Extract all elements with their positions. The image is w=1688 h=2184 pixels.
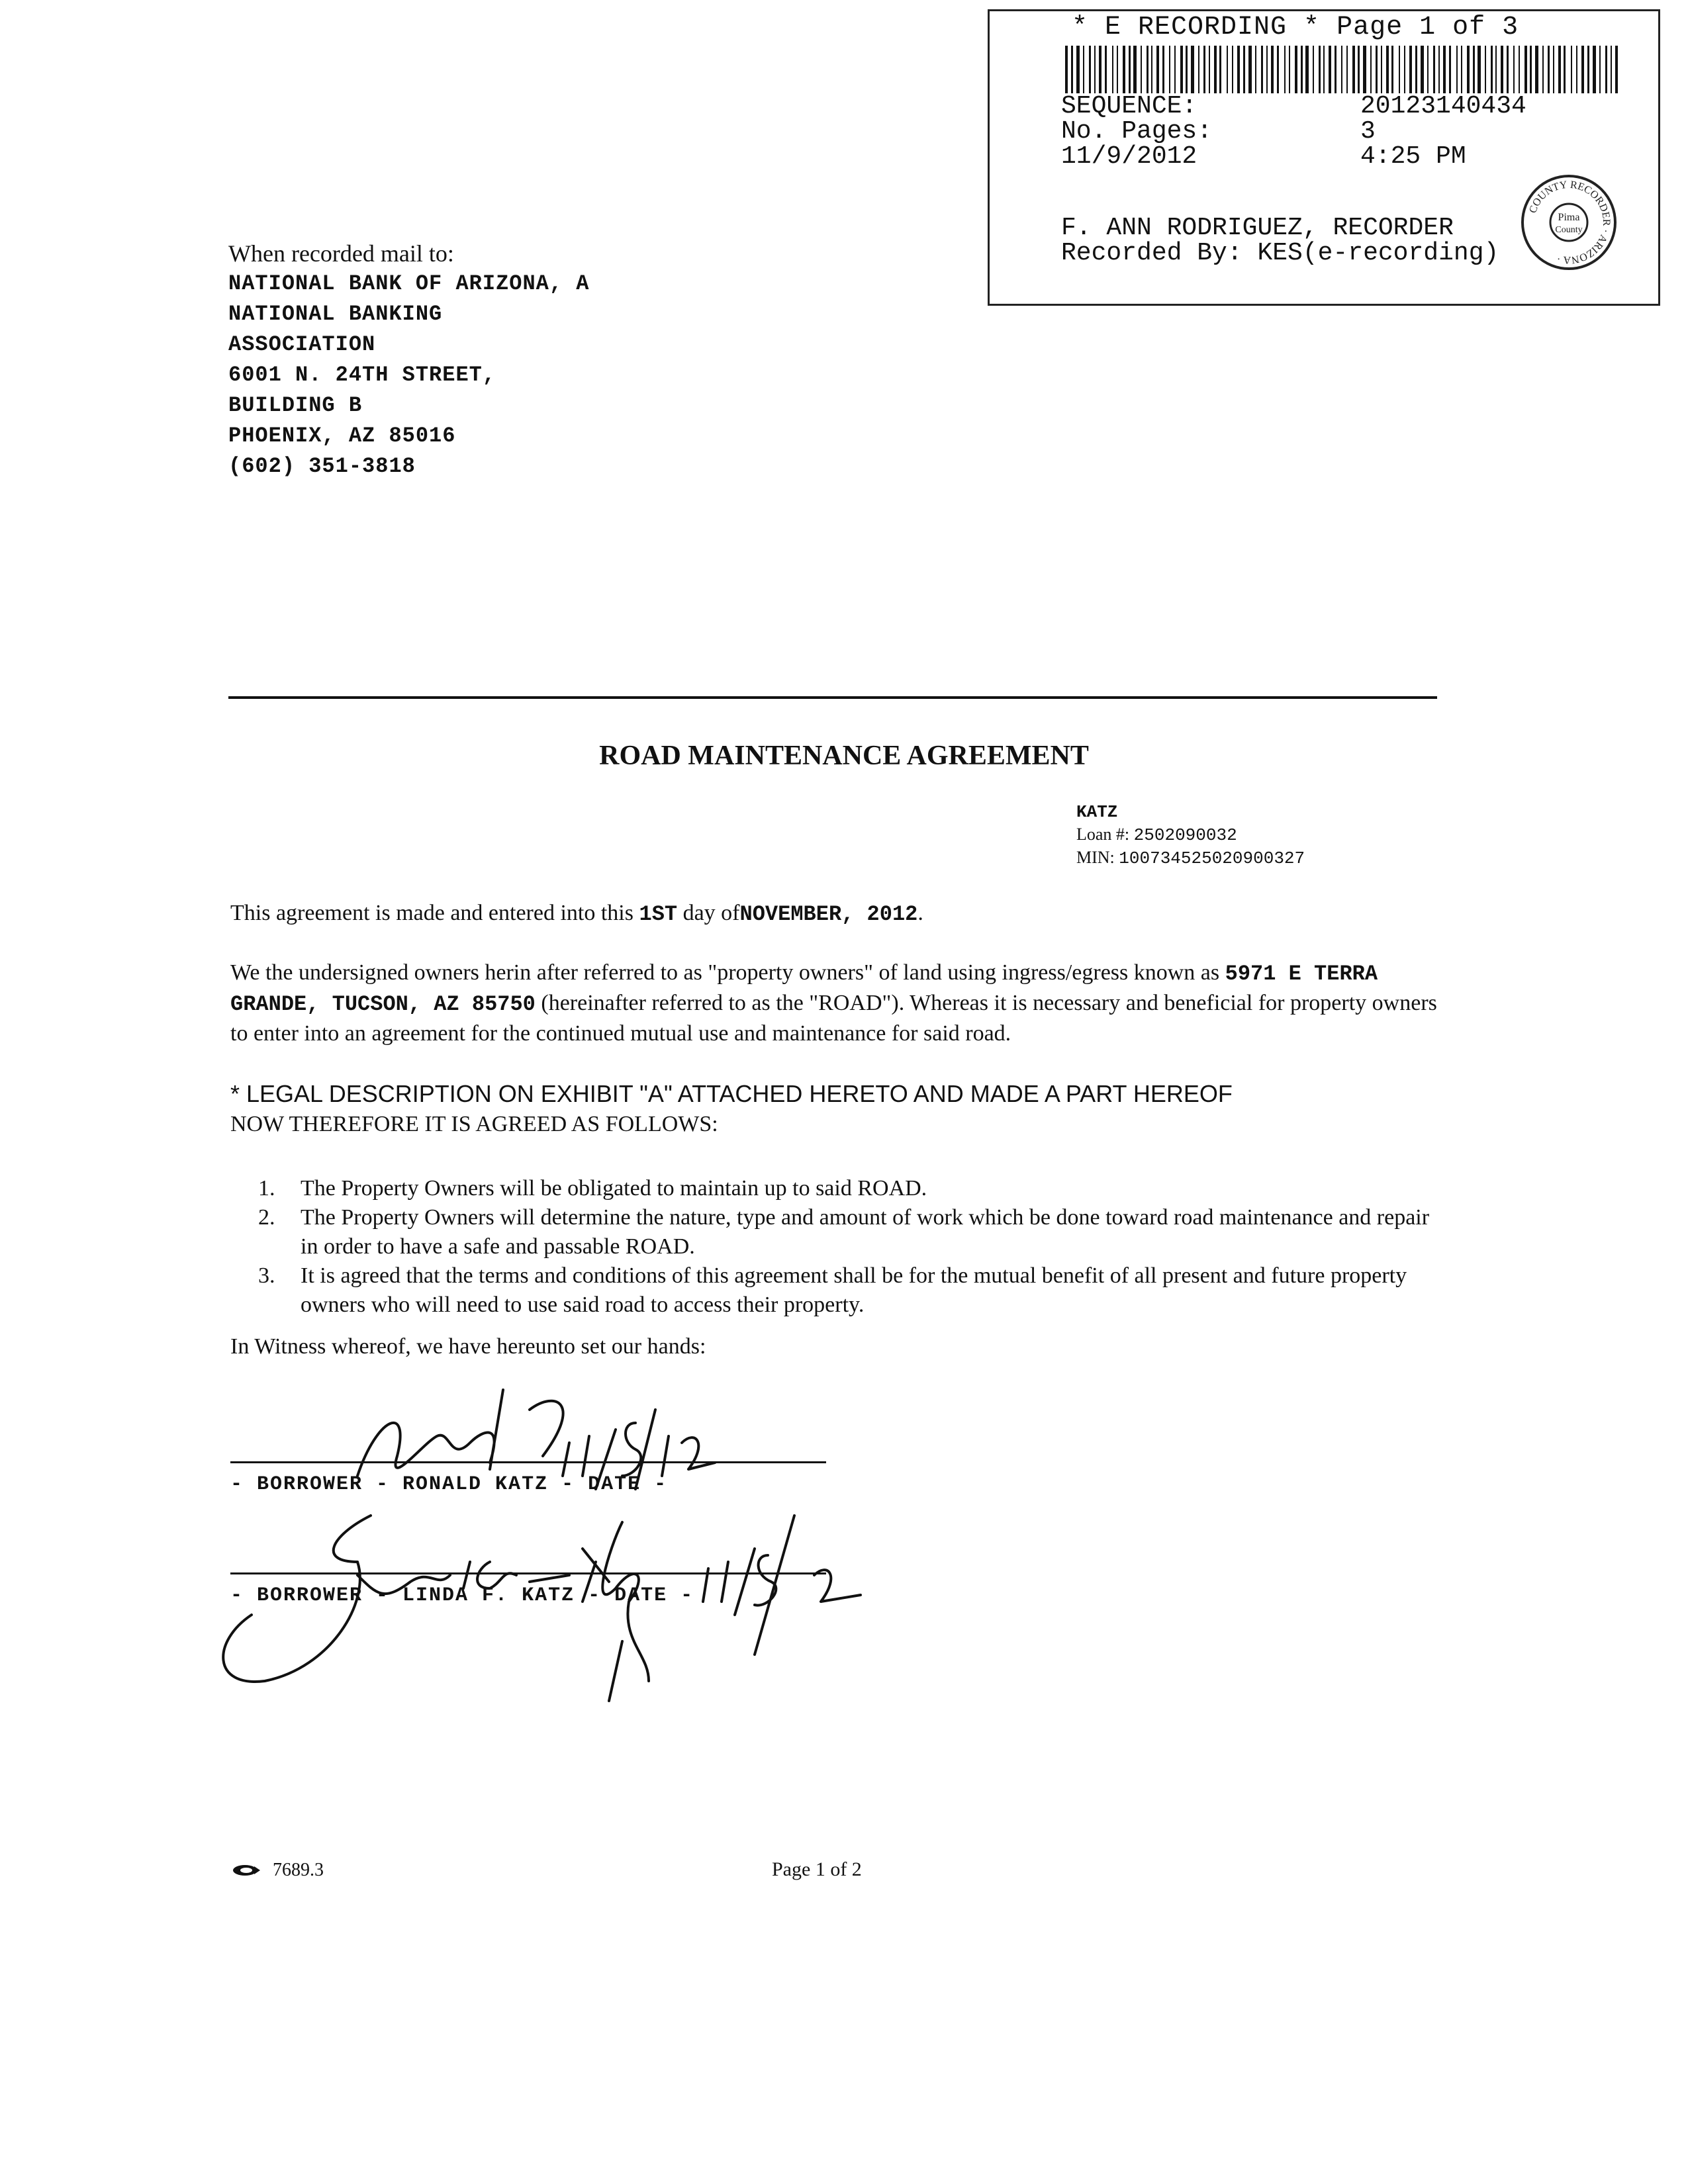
svg-text:COUNTY RECORDER · ARIZONA ·: COUNTY RECORDER · ARIZONA · bbox=[1527, 179, 1613, 266]
document-title: ROAD MAINTENANCE AGREEMENT bbox=[599, 741, 1089, 771]
loan-number: 2502090032 bbox=[1133, 825, 1237, 845]
header-divider bbox=[228, 696, 1437, 699]
mail-line: BUILDING B bbox=[228, 393, 363, 418]
list-item bbox=[258, 1174, 1443, 1203]
form-logo-icon bbox=[232, 1864, 261, 1877]
agreement-suffix: . bbox=[917, 901, 923, 925]
recorder-name: F. ANN RODRIGUEZ, RECORDER bbox=[1061, 214, 1454, 242]
loan-info bbox=[1076, 801, 1305, 870]
county-seal-icon bbox=[1519, 173, 1618, 272]
page-number: Page 1 of 2 bbox=[772, 1858, 862, 1880]
owners-text-2: (hereinafter referred to as the "ROAD"). Whereas it is necessary and beneficial for property owners to enter into an agreement for the continued mutual use and maintenance for said road. bbox=[230, 991, 1437, 1046]
stamp-header: * E RECORDING * Page 1 of 3 bbox=[1072, 13, 1519, 42]
recording-stamp bbox=[988, 9, 1660, 306]
pages-label: No. Pages: bbox=[1061, 117, 1213, 146]
min-number: 100734525020900327 bbox=[1119, 848, 1305, 868]
mail-to-block bbox=[228, 240, 589, 482]
min-label: MIN: bbox=[1076, 848, 1115, 867]
terms-list bbox=[258, 1174, 1443, 1320]
agreement-date-paragraph bbox=[230, 899, 1442, 929]
mail-line: PHOENIX, AZ 85016 bbox=[228, 424, 456, 448]
svg-text:Pima: Pima bbox=[1558, 212, 1580, 223]
agreement-prefix: This agreement is made and entered into this bbox=[230, 901, 633, 925]
legal-description-note: * LEGAL DESCRIPTION ON EXHIBIT "A" ATTACHED HERETO AND MADE A PART HEREOF bbox=[230, 1080, 1233, 1107]
mail-line: NATIONAL BANK OF ARIZONA, A bbox=[228, 271, 590, 296]
recording-time: 4:25 PM bbox=[1360, 142, 1466, 171]
form-number: 7689.3 bbox=[273, 1860, 324, 1880]
list-item bbox=[258, 1203, 1443, 1261]
pages-value: 3 bbox=[1360, 117, 1376, 146]
barcode bbox=[1065, 46, 1621, 93]
list-number: 2. bbox=[258, 1205, 275, 1230]
agreement-mid: day of bbox=[682, 901, 740, 925]
agreement-month-year: NOVEMBER, 2012 bbox=[739, 902, 918, 927]
recording-date: 11/9/2012 bbox=[1061, 142, 1197, 171]
borrower-surname: KATZ bbox=[1076, 802, 1118, 822]
list-text: The Property Owners will determine the nature, type and amount of work which be done toward road maintenance and repair in order to have a safe and passable ROAD. bbox=[301, 1205, 1430, 1259]
owners-paragraph bbox=[230, 958, 1442, 1048]
recorded-by: Recorded By: KES(e-recording) bbox=[1061, 239, 1499, 267]
signer-label: - BORROWER - RONALD KATZ - DATE - bbox=[230, 1473, 668, 1496]
svg-text:County: County bbox=[1555, 225, 1583, 235]
list-text: It is agreed that the terms and conditions of this agreement shall be for the mutual benefit of all present and future property owners who will need to use said road to access their property. bbox=[301, 1263, 1407, 1317]
sequence-value: 20123140434 bbox=[1360, 92, 1526, 120]
signer-label: - BORROWER - LINDA F. KATZ - DATE - bbox=[230, 1584, 694, 1607]
loan-number-label: Loan #: bbox=[1076, 825, 1130, 844]
mail-line: ASSOCIATION bbox=[228, 332, 376, 357]
witness-statement: In Witness whereof, we have hereunto set our hands: bbox=[230, 1334, 706, 1359]
agreement-day: 1ST bbox=[639, 902, 678, 927]
mail-line: NATIONAL BANKING bbox=[228, 302, 443, 326]
handwritten-signatures bbox=[159, 1363, 953, 1707]
sequence-label: SEQUENCE: bbox=[1061, 92, 1197, 120]
mail-line: (602) 351-3818 bbox=[228, 454, 416, 478]
mail-line: 6001 N. 24TH STREET, bbox=[228, 363, 496, 387]
property-address: 5971 E TERRA GRANDE, TUCSON, AZ 85750 bbox=[230, 962, 1378, 1017]
list-number: 1. bbox=[258, 1176, 275, 1201]
now-therefore-line: NOW THEREFORE IT IS AGREED AS FOLLOWS: bbox=[230, 1112, 718, 1136]
list-text: The Property Owners will be obligated to maintain up to said ROAD. bbox=[301, 1176, 927, 1201]
list-number: 3. bbox=[258, 1263, 275, 1288]
list-item bbox=[258, 1261, 1443, 1320]
owners-text-1: We the undersigned owners herin after referred to as "property owners" of land using ingress/egress known as bbox=[230, 960, 1220, 985]
mail-to-intro: When recorded mail to: bbox=[228, 240, 454, 267]
form-number-block bbox=[232, 1860, 324, 1881]
